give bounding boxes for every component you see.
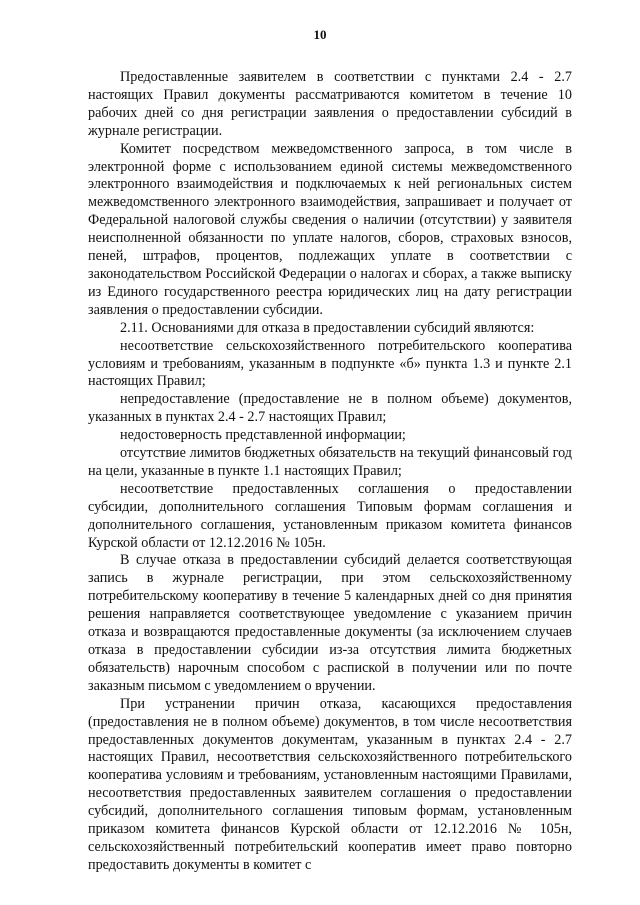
document-body [88, 69, 572, 875]
paragraph-ground-unreliable-info: недостоверность представленной информации; [120, 427, 406, 444]
paragraph-ground-agreement-mismatch: несоответствие предоставленных соглашения о предоставлении субсидии, дополнительного соглашения Типовым формам соглашения и дополнительного соглашения, установленным приказом комитета финансов Курской области от 12.12.2016 № 105н. [88, 480, 572, 551]
paragraph-resubmission: При устранении причин отказа, касающихся предоставления (предоставления не в полном объеме) документов, в том числе несоответствия предоставленных документов документам, указанным в пунктах 2.4 - 2.7 настоящих Правил, несоответствия сельскохозяйственного потребительского кооператива условиям и требованиям, установленным настоящими Правилами, несоответствия предоставленных заявителем соглашения о предоставлении субсидий, дополнительного соглашения типовым формам, установленным приказом комитета финансов Курской области от 12.12.2016 № 105н, сельскохозяйственный потребительский кооператив имеет право повторно предоставить документы в комитет с [88, 695, 572, 873]
paragraph-interagency-request: Комитет посредством межведомственного запроса, в том числе в электронной форме с использованием единой системы межведомственного электронного взаимодействия и подключаемых к ней региональных систем межведомственного электронного взаимодействия, запрашивает и получает от Федеральной налоговой службы сведения о наличии (отсутствии) у заявителя неисполненной обязанности по уплате налогов, сборов, страховых взносов, пеней, штрафов, процентов, подлежащих уплате в соответствии с законодательством Российской Федерации о налогах и сборах, а также выписку из Единого государственного реестра юридических лиц на дату регистрации заявления о предоставлении субсидии. [88, 140, 572, 318]
paragraph-ground-no-limits: отсутствие лимитов бюджетных обязательств на текущий финансовый год на цели, указанные в пункте 1.1 настоящих Правил; [88, 445, 572, 479]
paragraph-refusal-procedure: В случае отказа в предоставлении субсидий делается соответствующая запись в журнале регистрации, при этом сельскохозяйственному потребительскому кооперативу в течение 5 календарных дней со дня принятия решения направляется соответствующее уведомление с указанием причин отказа и возвращаются предоставленные документы (за исключением случаев отказа в предоставлении субсидии из-за отсутствия лимита бюджетных обязательств) нарочным способом с распиской в получении или по почте заказным письмом с уведомлением о вручении. [88, 552, 572, 694]
paragraph-refusal-grounds-heading: 2.11. Основаниями для отказа в предоставлении субсидий являются: [120, 319, 535, 336]
paragraph-review-term: Предоставленные заявителем в соответствии с пунктами 2.4 - 2.7 настоящих Правил документы рассматриваются комитетом в течение 10 рабочих дней со дня регистрации заявления о предоставлении субсидий в журнале регистрации. [88, 69, 572, 139]
page-number: 10 [313, 27, 327, 42]
paragraph-ground-nonconformity: несоответствие сельскохозяйственного потребительского кооператива условиям и требованиям, указанным в подпункте «б» пункта 1.3 и пункте 2.1 настоящих Правил; [88, 337, 572, 390]
paragraph-ground-missing-documents: непредоставление (предоставление не в полном объеме) документов, указанных в пунктах 2.4 - 2.7 настоящих Правил; [88, 391, 572, 426]
